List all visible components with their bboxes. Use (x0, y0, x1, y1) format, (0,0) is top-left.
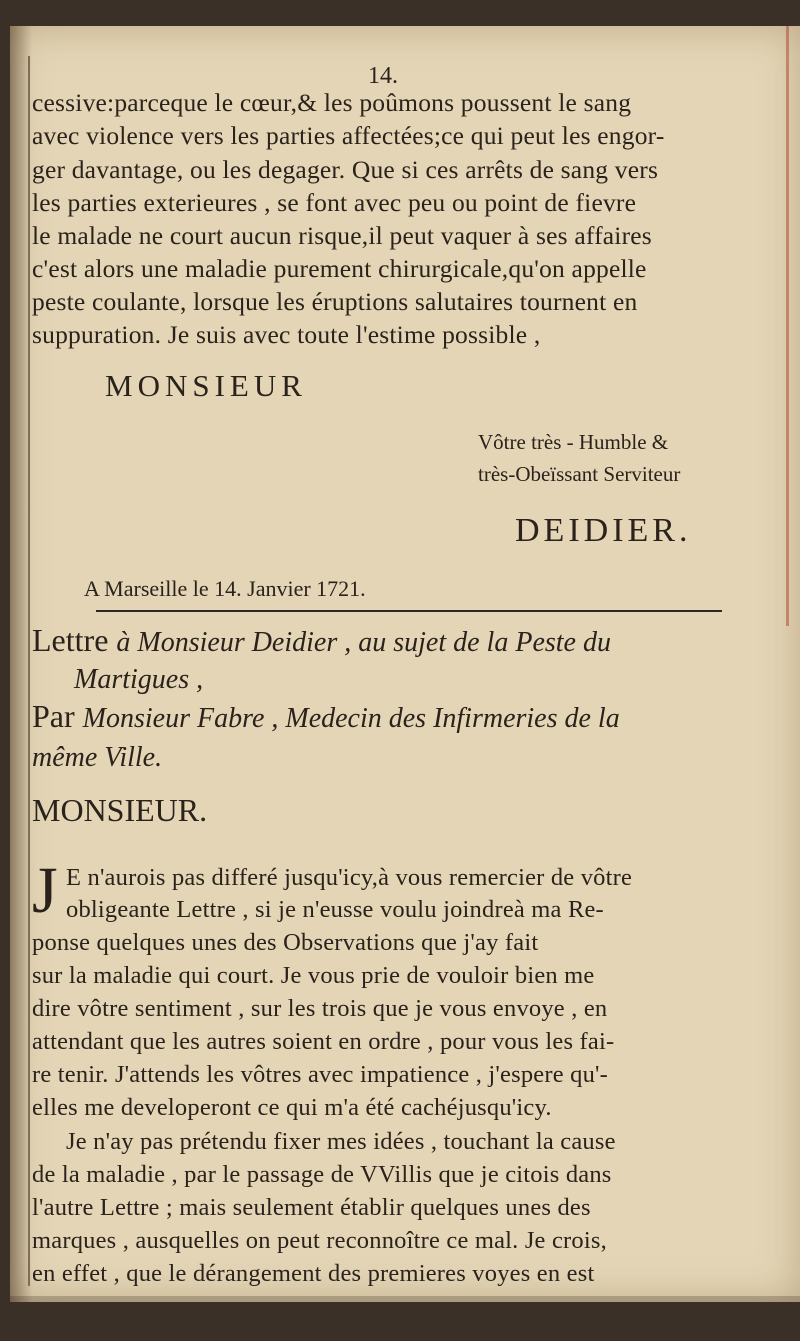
letter-heading-line (32, 624, 611, 657)
section-divider (96, 610, 722, 612)
page-number: 14. (368, 63, 398, 89)
heading-italic: à Monsieur Deidier , au sujet de la Peste du (116, 627, 611, 658)
text-line: l'autre Lettre ; mais seulement établir quelques unes des (32, 1194, 591, 1221)
text-line: ger davantage, ou les degager. Que si ces arrêts de sang vers (32, 155, 659, 184)
text-line: les parties exterieures , se font avec peu ou point de fievre (32, 188, 637, 217)
text-line: peste coulante, lorsque les éruptions salutaires tournent en (32, 287, 638, 316)
text-line: cessive:parceque le cœur,& les poûmons poussent le sang (32, 88, 632, 117)
text-line: avec violence vers les parties affectées;ce qui peut les engor- (32, 121, 665, 150)
drop-cap: J (32, 854, 58, 927)
text-line: sur la maladie qui court. Je vous prie de vouloir bien me (32, 962, 595, 989)
text-line: attendant que les autres soient en ordre , pour vous les fai- (32, 1028, 615, 1055)
heading-italic: Monsieur Fabre , Medecin des Infirmeries de la (82, 703, 620, 734)
text-line: re tenir. J'attends les vôtres avec impatience , j'espere qu'- (32, 1061, 608, 1088)
salutation-heading: MONSIEUR (105, 368, 307, 403)
text-line: marques , ausquelles on peut reconnoître ce mal. Je crois, (32, 1227, 607, 1254)
text-line: obligeante Lettre , si je n'eusse voulu joindreà ma Re- (66, 896, 604, 923)
text-line: suppuration. Je suis avec toute l'estime possible , (32, 320, 541, 349)
text-line: de la maladie , par le passage de VVillis que je citois dans (32, 1161, 612, 1188)
heading-roman: Par (32, 698, 75, 734)
text-line: elles me developeront ce qui m'a été cachéjusqu'icy. (32, 1094, 552, 1121)
letter-heading-line (32, 700, 620, 733)
text-line: ponse quelques unes des Observations que j'ay fait (32, 929, 539, 956)
text-line: dire vôtre sentiment , sur les trois que je vous envoye , en (32, 995, 608, 1022)
salutation-heading: MONSIEUR. (32, 792, 208, 828)
heading-roman: Lettre (32, 622, 109, 658)
letter-heading-line: Martigues , (74, 664, 204, 695)
text-line: en effet , que le dérangement des premieres voyes en est (32, 1260, 595, 1287)
text-line: le malade ne court aucun risque,il peut vaquer à ses affaires (32, 221, 652, 250)
gutter-line (28, 56, 30, 1286)
place-date: A Marseille le 14. Janvier 1721. (84, 576, 366, 601)
page-edge-mark (786, 26, 789, 626)
closing-line: très-Obeïssant Serviteur (478, 462, 681, 486)
signature: DEIDIER. (515, 512, 692, 549)
text-line: E n'aurois pas differé jusqu'icy,à vous remercier de vôtre (66, 864, 633, 891)
page-bottom-edge (10, 1296, 800, 1302)
text-line: Je n'ay pas prétendu fixer mes idées , touchant la cause (66, 1128, 616, 1155)
book-page (10, 26, 800, 1302)
text-line: c'est alors une maladie purement chirurgicale,qu'on appelle (32, 254, 647, 283)
letter-heading-line: même Ville. (32, 742, 163, 773)
closing-line: Vôtre très - Humble & (478, 430, 669, 454)
